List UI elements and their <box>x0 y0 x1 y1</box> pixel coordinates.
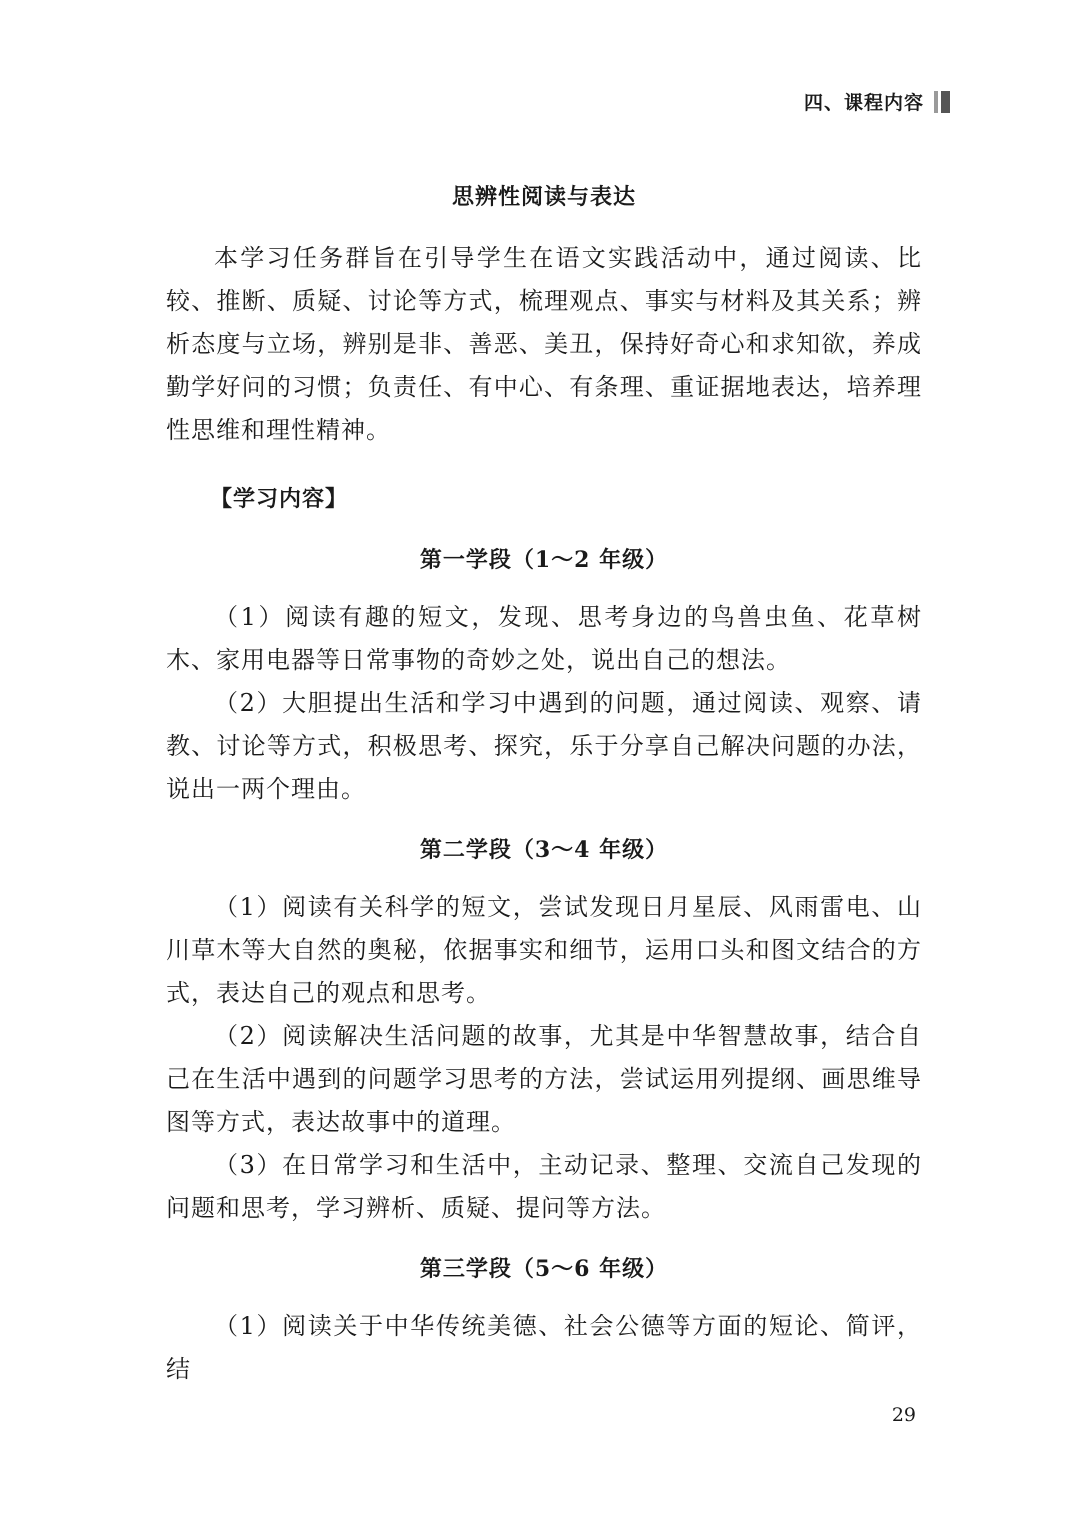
stage-1-item-2: （2）大胆提出生活和学习中遇到的问题，通过阅读、观察、请教、讨论等方式，积极思考、探究，乐于分享自己解决问题的办法，说出一两个理由。 <box>166 689 922 803</box>
page-body <box>166 180 922 1391</box>
section-title: 思辨性阅读与表达 <box>451 184 636 210</box>
running-head-text: 四、课程内容 <box>803 92 924 114</box>
stage-title-2: 第二学段（3～4 年级） <box>419 837 669 863</box>
stage-title-1: 第一学段（1～2 年级） <box>419 547 669 573</box>
stage-title-3: 第三学段（5～6 年级） <box>419 1256 669 1282</box>
running-head <box>804 88 950 115</box>
stage-2-item-1: （1）阅读有关科学的短文，尝试发现日月星辰、风雨雷电、山川草木等大自然的奥秘，依据事实和细节，运用口头和图文结合的方式，表达自己的观点和思考。 <box>166 893 922 1007</box>
page-number: 29 <box>891 1404 916 1426</box>
chapter-marker-icon <box>934 91 950 113</box>
intro-paragraph: 本学习任务群旨在引导学生在语文实践活动中，通过阅读、比较、推断、质疑、讨论等方式，梳理观点、事实与材料及其关系；辨析态度与立场，辨别是非、善恶、美丑，保持好奇心和求知欲，养成勤学好问的习惯；负责任、有中心、有条理、重证据地表达，培养理性思维和理性精神。 <box>166 244 922 444</box>
content-label: 【学习内容】 <box>210 486 349 512</box>
stage-2-item-3: （3）在日常学习和生活中，主动记录、整理、交流自己发现的问题和思考，学习辨析、质疑、提问等方法。 <box>166 1151 922 1222</box>
stage-1-item-1: （1）阅读有趣的短文，发现、思考身边的鸟兽虫鱼、花草树木、家用电器等日常事物的奇妙之处，说出自己的想法。 <box>166 603 922 674</box>
stage-2-item-2: （2）阅读解决生活问题的故事，尤其是中华智慧故事，结合自己在生活中遇到的问题学习思考的方法，尝试运用列提纲、画思维导图等方式，表达故事中的道理。 <box>166 1022 922 1136</box>
stage-3-item-1: （1）阅读关于中华传统美德、社会公德等方面的短论、简评，结 <box>166 1312 922 1383</box>
